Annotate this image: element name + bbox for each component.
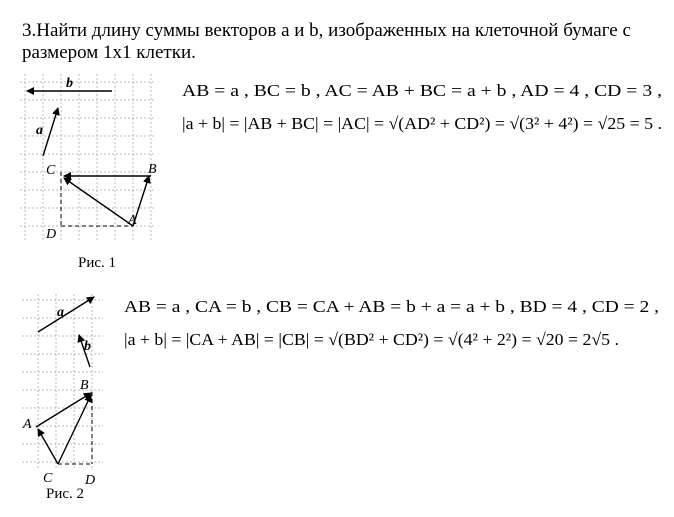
figure-1-grid bbox=[18, 72, 158, 257]
vector-a bbox=[38, 297, 94, 332]
solution-1-equations bbox=[180, 74, 670, 144]
label-C: C bbox=[46, 163, 56, 178]
label-a: a bbox=[36, 123, 43, 138]
vector-ab bbox=[36, 393, 91, 427]
label-C: C bbox=[43, 471, 53, 486]
solution-2-line-1: AB = a , CA = b , CB = CA + AB = b + a = a + b , BD = 4 , CD = 2 , bbox=[124, 297, 659, 316]
label-B: B bbox=[80, 378, 89, 393]
label-b: b bbox=[84, 339, 91, 354]
solution-1-line-1: AB = a , BC = b , AC = AB + BC = a + b , AD = 4 , CD = 3 , bbox=[182, 81, 662, 100]
label-D: D bbox=[46, 227, 57, 242]
label-D: D bbox=[85, 473, 96, 488]
label-B: B bbox=[148, 162, 157, 177]
label-b: b bbox=[66, 76, 73, 91]
label-a: a bbox=[57, 305, 64, 320]
figure-2-grid bbox=[20, 292, 105, 490]
figure-2-caption: Рис. 2 bbox=[46, 486, 85, 502]
solution-2-line-2: |a + b| = |CA + AB| = |CB| = √(BD² + CD²) = √(4² + 2²) = √20 = 2√5 . bbox=[124, 330, 619, 349]
solution-1-line-2: |a + b| = |AB + BC| = |AC| = √(AD² + CD²) = √(3² + 4²) = √25 = 5 . bbox=[182, 114, 662, 133]
solution-2-equations bbox=[122, 290, 667, 360]
vector-cb bbox=[58, 395, 91, 464]
figure-1-caption: Рис. 1 bbox=[78, 255, 117, 271]
label-A: A bbox=[128, 213, 137, 228]
vector-ac bbox=[64, 178, 133, 226]
label-A: A bbox=[23, 417, 32, 432]
task-heading: 3.Найти длину суммы векторов a и b, изображенных на клеточной бумаге с размером 1х1 клетки. bbox=[22, 20, 631, 63]
vector-ca bbox=[38, 429, 58, 464]
vector-a bbox=[43, 108, 58, 156]
